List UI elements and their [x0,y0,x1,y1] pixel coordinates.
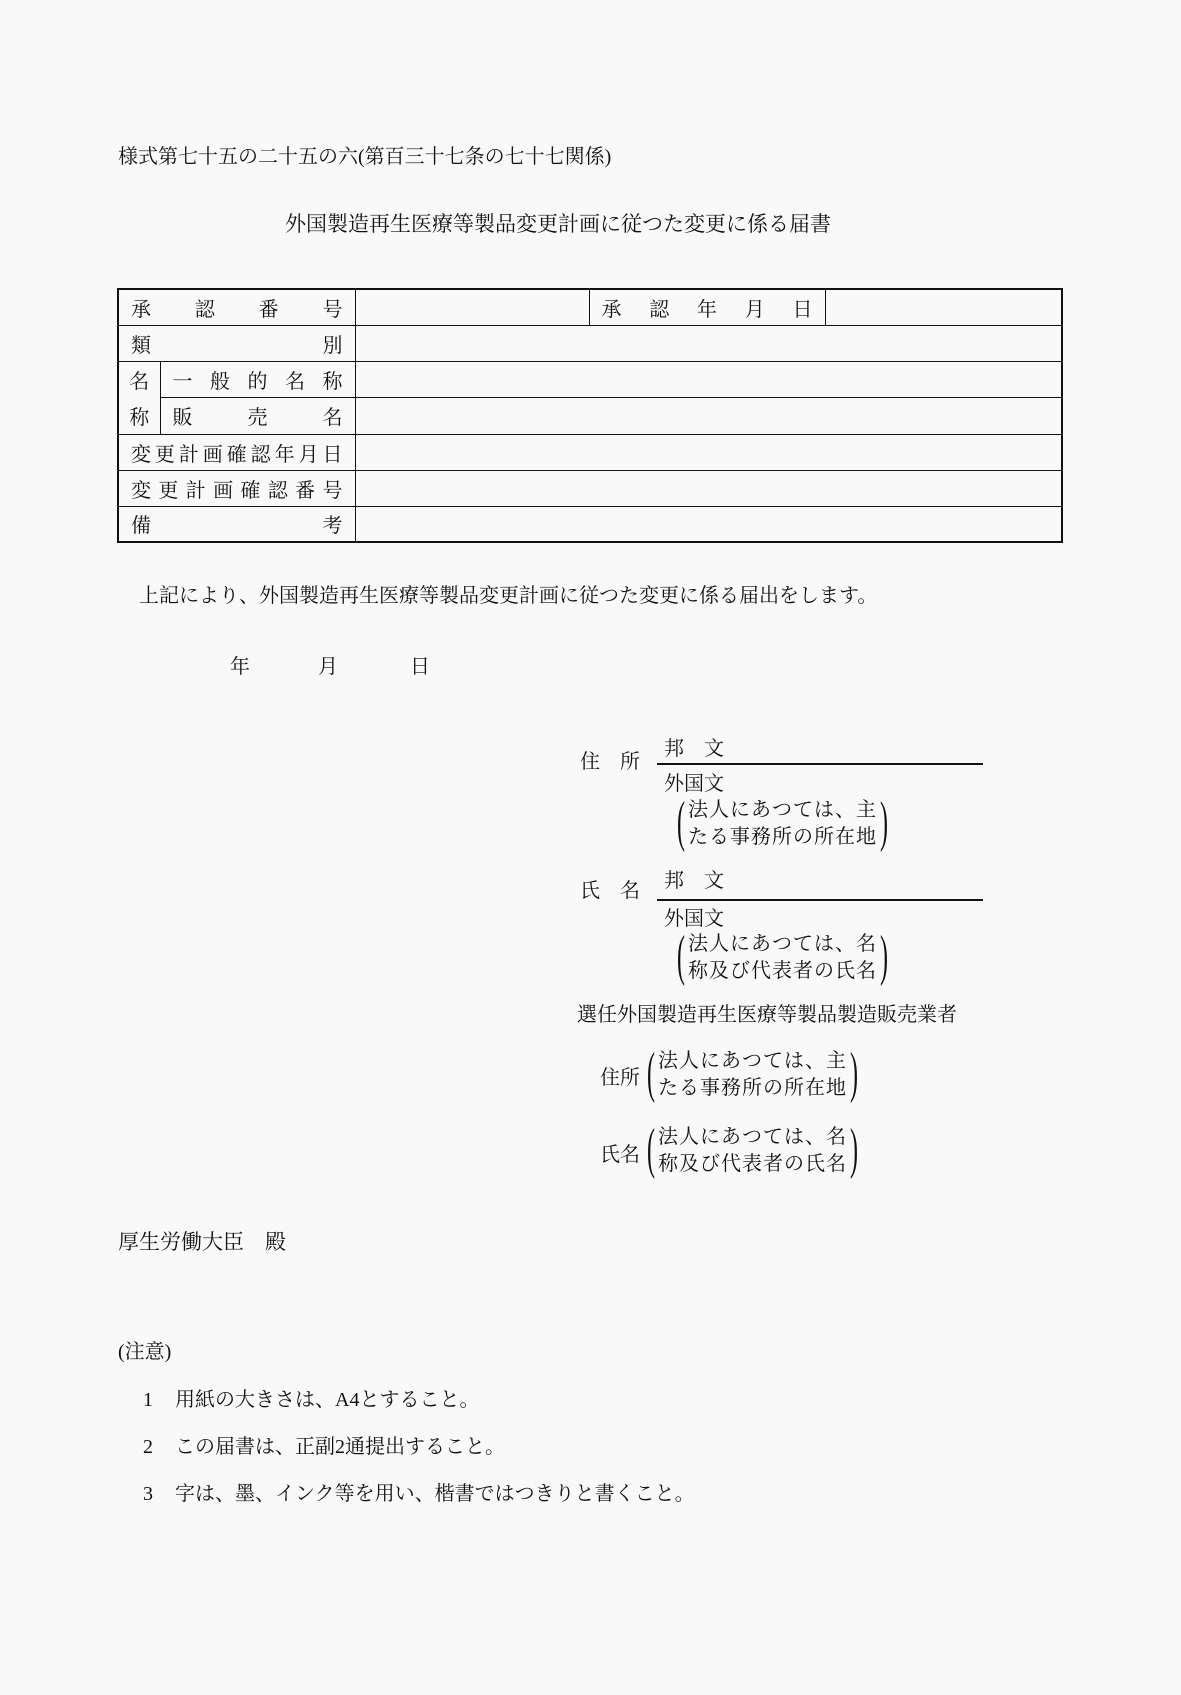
statement-text: 上記により、外国製造再生医療等製品変更計画に従つた変更に係る届出をします。 [139,585,878,607]
brand-name-label-cell: 販 売 名 [160,398,355,435]
large-paren-open-icon [644,1119,658,1182]
table-row [118,325,1062,361]
applicant-address-foreign-label: 外国文 [664,773,724,795]
name-group-char-top: 名 [129,371,150,393]
applicant-address-underline [657,763,983,765]
agent-address-label: 住所 [600,1067,640,1089]
large-paren-open-icon [674,926,688,989]
approval-date-value-cell [825,289,1062,325]
large-paren-close-icon [847,1043,861,1106]
note-item-text: この届書は、正副2通提出すること。 [175,1436,505,1458]
table-row [118,398,1062,435]
addressee: 厚生労働大臣 殿 [118,1230,286,1254]
name-group-cell [118,361,160,434]
agent-address-note [644,1048,861,1102]
classification-label-cell: 類 別 [118,325,355,361]
large-paren-open-icon [674,792,688,855]
table-row [118,361,1062,398]
table-row [118,470,1062,506]
classification-value-cell [355,325,1062,361]
note-line: 法人にあつては、主 [688,799,877,821]
date-day-label: 日 [410,656,430,678]
agent-heading: 選任外国製造再生医療等製品製造販売業者 [577,1004,957,1026]
applicant-name-domestic-label: 邦 文 [664,870,724,892]
note-item-number: 3 [143,1483,153,1505]
note-item-number: 2 [143,1436,153,1458]
approval-number-label-cell: 承 認 番 号 [118,289,355,325]
remarks-label-cell: 備 考 [118,506,355,542]
applicant-address-label: 住 所 [580,751,640,773]
note-line: 法人にあつては、主 [658,1050,847,1072]
plan-confirm-date-value-cell [355,434,1062,470]
plan-confirm-number-value-cell [355,470,1062,506]
applicant-address-domestic-label: 邦 文 [664,738,724,760]
applicant-name-underline [657,899,983,901]
date-month-label: 月 [318,656,338,678]
applicant-name-note [674,931,891,985]
brand-name-value-cell [355,398,1062,435]
applicant-name-foreign-label: 外国文 [664,908,724,930]
note-line: たる事務所の所在地 [688,826,877,848]
date-year-label: 年 [230,656,250,678]
table-row [118,289,1062,325]
large-paren-close-icon [877,926,891,989]
plan-confirm-date-label-cell: 変更計画確認年月日 [118,434,355,470]
generic-name-label-cell: 一 般 的 名 称 [160,361,355,398]
agent-name-label: 氏名 [600,1144,640,1166]
large-paren-close-icon [877,792,891,855]
note-line: 法人にあつては、名 [688,933,877,955]
applicant-name-label: 氏 名 [580,880,640,902]
note-item-text: 字は、墨、インク等を用い、楷書ではつきりと書くこと。 [175,1483,695,1505]
applicant-address-note [674,797,891,851]
table-row [118,506,1062,542]
generic-name-value-cell [355,361,1062,398]
large-paren-open-icon [644,1043,658,1106]
name-group-char-bottom: 称 [129,407,150,429]
note-line: 法人にあつては、名 [658,1126,847,1148]
approval-number-value-cell [355,289,589,325]
agent-name-note [644,1124,861,1178]
plan-confirm-number-label-cell: 変 更 計 画 確 認 番 号 [118,470,355,506]
note-item-number: 1 [143,1389,153,1411]
approval-date-label-cell: 承 認 年 月 日 [589,289,825,325]
note-line: たる事務所の所在地 [658,1077,847,1099]
form-number: 様式第七十五の二十五の六(第百三十七条の七十七関係) [118,146,612,168]
large-paren-close-icon [847,1119,861,1182]
notes-heading: (注意) [118,1341,172,1363]
page-title: 外国製造再生医療等製品変更計画に従つた変更に係る届書 [285,212,831,236]
table-row [118,434,1062,470]
form-table [117,288,1063,543]
note-line: 称及び代表者の氏名 [688,960,877,982]
note-item-text: 用紙の大きさは、A4とすること。 [175,1389,480,1411]
note-line: 称及び代表者の氏名 [658,1153,847,1175]
remarks-value-cell [355,506,1062,542]
